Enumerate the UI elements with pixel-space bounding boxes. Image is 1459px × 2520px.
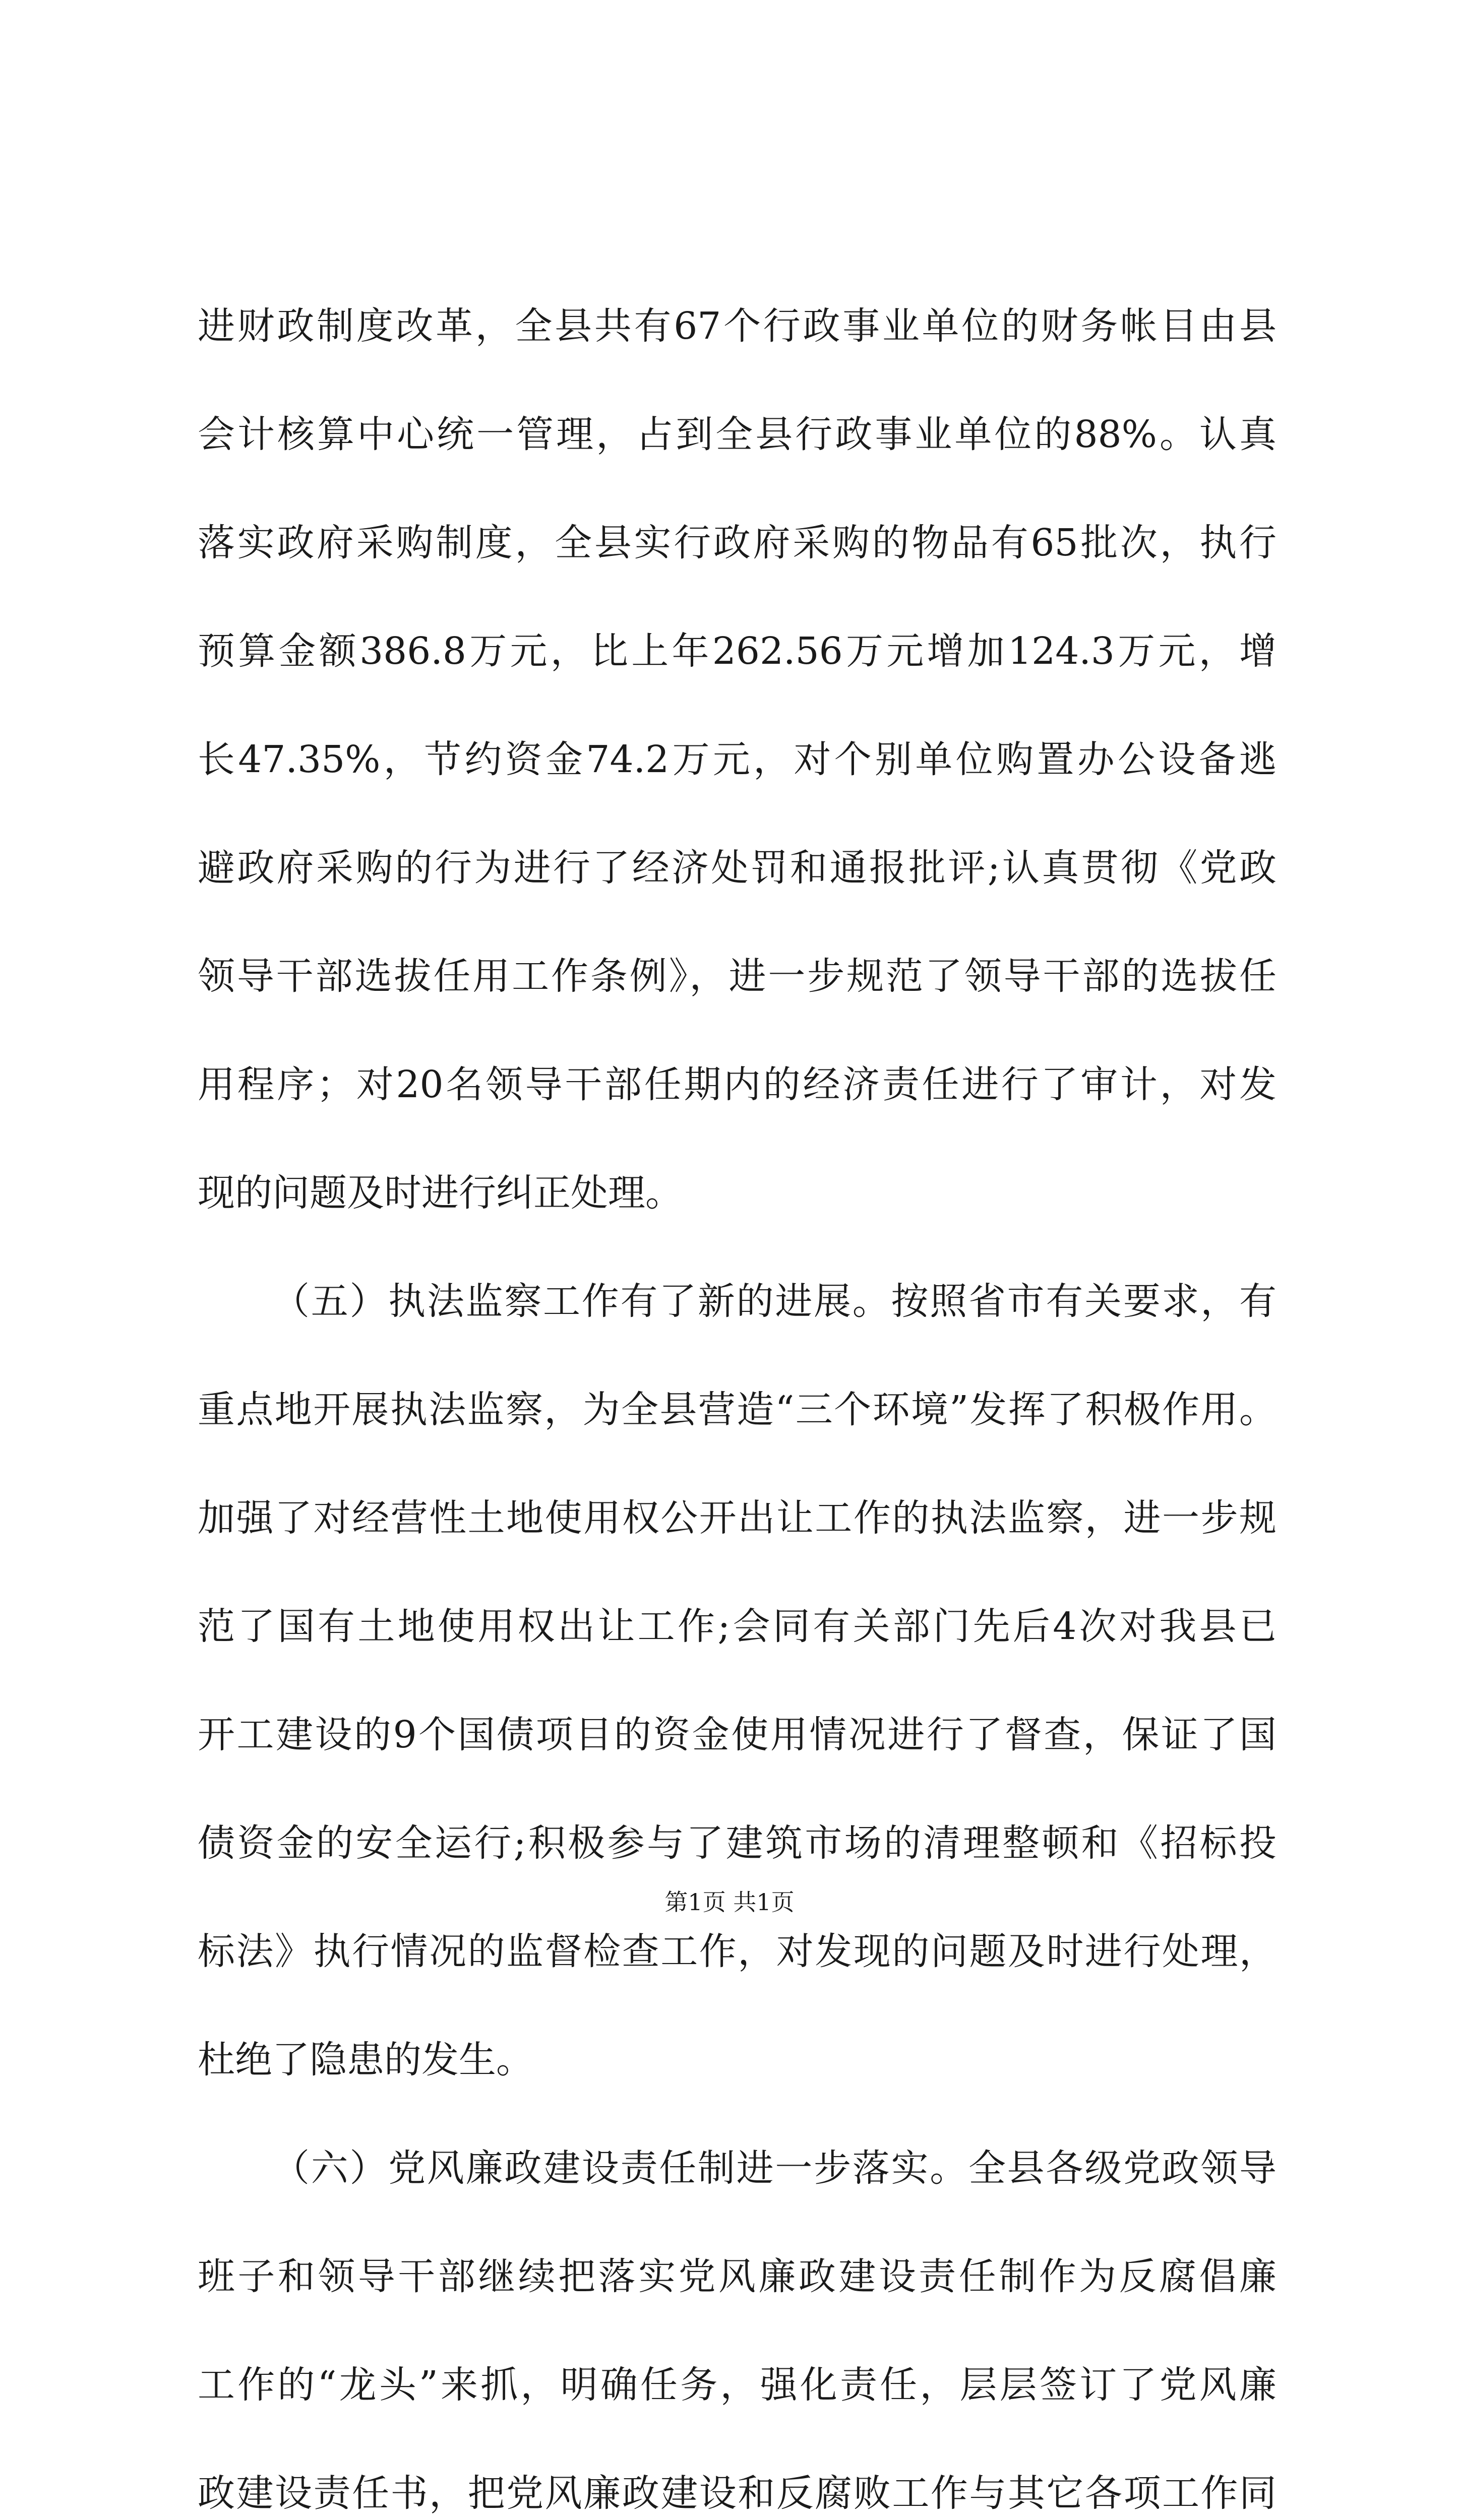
text-line: 预算金额386.8万元，比上年262.56万元增加124.3万元，增 <box>198 629 1276 673</box>
text-line: 现的问题及时进行纠正处理。 <box>198 1171 683 1215</box>
text-line: 重点地开展执法监察，为全县营造“三个环境”发挥了积极作用。 <box>198 1388 1276 1431</box>
text-line: 落实政府采购制度，全县实行政府采购的物品有65批次，执行 <box>198 521 1276 564</box>
text-line: 加强了对经营性土地使用权公开出让工作的执法监察，进一步规 <box>198 1496 1276 1540</box>
text-line: 班子和领导干部继续把落实党风廉政建设责任制作为反腐倡廉 <box>198 2255 1276 2298</box>
paragraph <box>198 272 1276 1247</box>
text-line: 领导干部选拔任用工作条例》，进一步规范了领导干部的选拔任 <box>198 955 1276 998</box>
paragraph <box>198 2114 1276 2520</box>
text-line: （六）党风廉政建设责任制进一步落实。全县各级党政领导 <box>272 2147 1276 2190</box>
text-line: 用程序；对20名领导干部任期内的经济责任进行了审计，对发 <box>198 1063 1276 1106</box>
page-footer <box>0 1887 1459 1917</box>
document-body <box>198 272 1276 2520</box>
text-line: 工作的“龙头”来抓，明确任务，强化责任，层层签订了党风廉 <box>198 2363 1276 2407</box>
text-line: 范了国有土地使用权出让工作;会同有关部门先后4次对我县已 <box>198 1605 1276 1648</box>
text-line: 政建设责任书，把党风廉政建设和反腐败工作与其它各项工作同 <box>198 2472 1276 2515</box>
text-line: 进财政制度改革，全县共有67个行政事业单位的财务帐目由县 <box>198 304 1276 348</box>
text-line: 长47.35%，节约资金74.2万元，对个别单位购置办公设备逃 <box>198 738 1276 781</box>
text-line: 杜绝了隐患的发生。 <box>198 2038 533 2082</box>
text-line: （五）执法监察工作有了新的进展。按照省市有关要求，有 <box>272 1280 1276 1323</box>
page-number: 第1页 共1页 <box>664 1888 795 1916</box>
paragraph <box>198 1247 1276 2114</box>
text-line: 债资金的安全运行;积极参与了建筑市场的清理整顿和《招标投 <box>198 1821 1276 1865</box>
text-line: 标法》执行情况的监督检查工作，对发现的问题及时进行处理， <box>198 1930 1276 1973</box>
text-line: 开工建设的9个国债项目的资金使用情况进行了督查，保证了国 <box>198 1713 1276 1756</box>
text-line: 避政府采购的行为进行了经济处罚和通报批评;认真贯彻《党政 <box>198 846 1276 890</box>
text-line: 会计核算中心统一管理，占到全县行政事业单位的88%。认真 <box>198 413 1276 456</box>
